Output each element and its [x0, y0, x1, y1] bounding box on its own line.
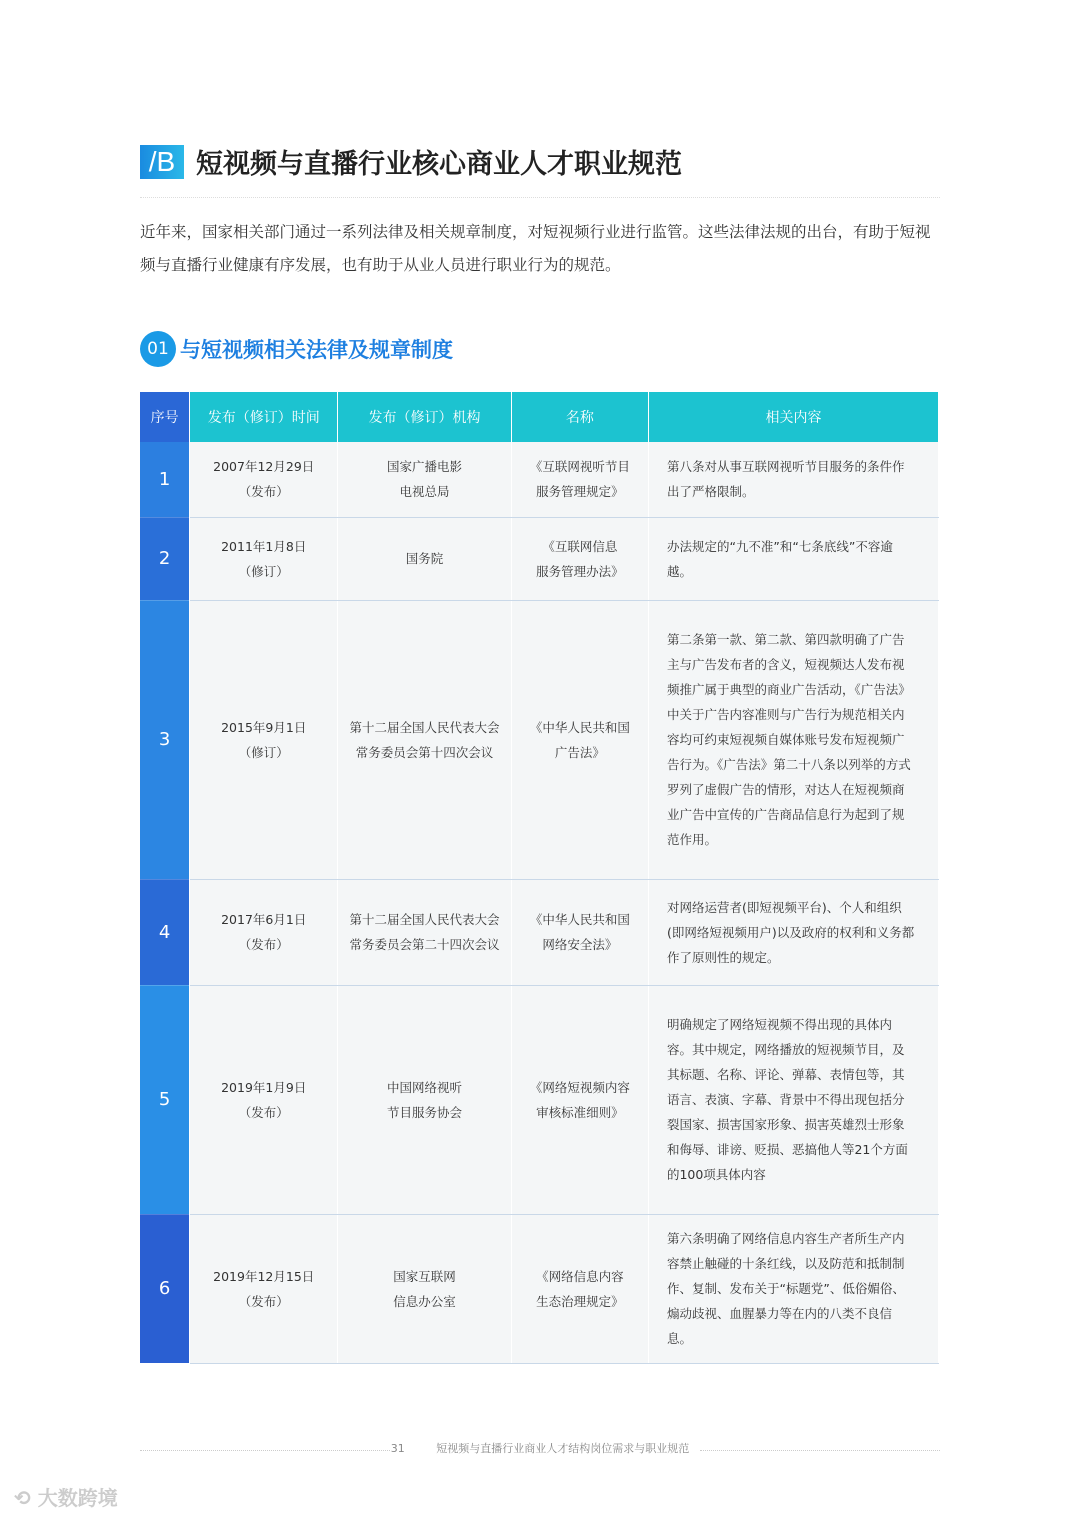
divider: [140, 197, 940, 198]
date-cell: [190, 600, 338, 879]
org-cell: [338, 600, 511, 879]
name-cell: [511, 1214, 648, 1363]
seq-cell: [140, 985, 190, 1214]
column-header: 发布（修订）时间: [190, 392, 338, 442]
organization: 国务院: [405, 551, 444, 566]
org-cell: [338, 879, 511, 985]
content-text: 对网络运营者(即短视频平台)、个人和组织(即网络短视频用户)以及政府的权利和义务都作了原则性的规定。: [666, 899, 915, 965]
org-cell: [338, 985, 511, 1214]
seq-cell: [140, 879, 190, 985]
date-cell: [190, 1214, 338, 1363]
name-cell: [511, 985, 648, 1214]
page-number: 31: [390, 1442, 405, 1455]
intro-paragraph: 近年来，国家相关部门通过一系列法律及相关规章制度，对短视频行业进行监管。这些法律法规的出台，有助于短视频与直播行业健康有序发展，也有助于从业人员进行职业行为的规范。: [140, 223, 931, 274]
content-text: 第二条第一款、第二款、第四款明确了广告主与广告发布者的含义，短视频达人发布视频推广属于典型的商业广告活动，《广告法》中关于广告内容准则与广告行为规范相关内容均可约束短视频自媒体账号发布短视频广告行为。《广告法》第二十八条以列举的方式罗列了虚假广告的情形，对达人在短视频商业广告中宣传的广告商品信息行为起到了规范作用。: [666, 632, 911, 847]
org-cell: [338, 442, 511, 517]
column-header: 相关内容: [648, 392, 938, 442]
section-badge: /B: [140, 145, 184, 179]
organization: 第十二届全国人民代表大会 常务委员会第二十四次会议: [349, 912, 500, 952]
content-text: 第六条明确了网络信息内容生产者所生产内容禁止触碰的十条红线，以及防范和抵制制作、复制、发布关于“标题党”、低俗媚俗、煽动歧视、血腥暴力等在内的八类不良信息。: [666, 1231, 905, 1346]
laws-table: [140, 392, 939, 1364]
seq-cell: [140, 517, 190, 600]
row-number: 5: [158, 1089, 171, 1110]
name-cell: [511, 600, 648, 879]
footer: [0, 1440, 1080, 1456]
law-name: 《网络信息内容 生态治理规定》: [536, 1268, 624, 1309]
organization: 国家互联网 信息办公室: [393, 1268, 456, 1309]
org-cell: [338, 517, 511, 600]
content-cell: [648, 600, 938, 879]
row-number: 4: [158, 921, 171, 943]
date-cell: [190, 879, 338, 985]
action-type: （发布）: [238, 1104, 289, 1120]
name-cell: [511, 442, 648, 517]
law-name: 《中华人民共和国 广告法》: [529, 719, 630, 760]
date-cell: [190, 442, 338, 517]
content-cell: [648, 1214, 938, 1363]
organization: 第十二届全国人民代表大会 常务委员会第十四次会议: [349, 719, 500, 760]
table-row: [140, 442, 939, 517]
row-number: 3: [158, 729, 171, 750]
content-text: 明确规定了网络短视频不得出现的具体内容。其中规定，网络播放的短视频节目，及其标题、名称、评论、弹幕、表情包等，其语言、表演、字幕、背景中不得出现包括分裂国家、损害国家形象、损害英雄烈士形象和侮辱、诽谤、贬损、恶搞他人等21个方面的100项具体内容: [666, 1017, 908, 1182]
section-header: [140, 142, 682, 181]
column-header: 发布（修订）机构: [338, 392, 511, 442]
table-header-row: [140, 392, 939, 442]
date: 2015年9月1日: [221, 719, 307, 735]
footer-title: 短视频与直播行业商业人才结构岗位需求与职业规范: [436, 1442, 690, 1455]
content-cell: [648, 442, 938, 517]
name-cell: [511, 879, 648, 985]
row-number: 6: [158, 1278, 171, 1299]
action-type: （修订）: [238, 744, 289, 760]
name-cell: [511, 517, 648, 600]
date-cell: [190, 517, 338, 600]
organization: 国家广播电影 电视总局: [386, 459, 462, 500]
law-name: 《网络短视频内容 审核标准细则》: [529, 1079, 630, 1120]
law-name: 《中华人民共和国 网络安全法》: [529, 912, 630, 952]
content-cell: [648, 517, 938, 600]
column-header: 序号: [140, 392, 190, 442]
org-cell: [338, 1214, 511, 1363]
row-number: 2: [158, 548, 171, 569]
action-type: （发布）: [238, 937, 289, 952]
action-type: （发布）: [238, 1293, 289, 1309]
page-title: 短视频与直播行业核心商业人才职业规范: [196, 149, 682, 180]
date-cell: [190, 985, 338, 1214]
seq-cell: [140, 600, 190, 879]
table-row: [140, 600, 939, 879]
action-type: （修订）: [238, 563, 289, 579]
date: 2019年1月9日: [221, 1079, 307, 1095]
organization: 中国网络视听 节目服务协会: [386, 1079, 462, 1120]
content-cell: [648, 879, 938, 985]
action-type: （发布）: [238, 484, 289, 500]
column-header: 名称: [511, 392, 648, 442]
table-row: [140, 517, 939, 600]
watermark-logo: ⟲ 大数跨境: [14, 1486, 118, 1510]
subsection-title: 与短视频相关法律及规章制度: [180, 338, 453, 362]
law-name: 《互联网信息 服务管理办法》: [536, 538, 624, 579]
table-row: [140, 879, 939, 985]
content-text: 办法规定的“九不准”和“七条底线”不容逾越。: [666, 538, 893, 579]
content-cell: [648, 985, 938, 1214]
row-number: 1: [158, 468, 171, 490]
date: 2011年1月8日: [221, 538, 307, 554]
date: 2017年6月1日: [221, 912, 307, 927]
law-name: 《互联网视听节目 服务管理规定》: [529, 459, 630, 500]
seq-cell: [140, 442, 190, 517]
content-text: 第八条对从事互联网视听节目服务的条件作出了严格限制。: [666, 459, 905, 500]
table-row: [140, 985, 939, 1214]
seq-cell: [140, 1214, 190, 1363]
subsection-header: [140, 331, 453, 367]
date: 2007年12月29日: [213, 459, 315, 475]
table-row: [140, 1214, 939, 1363]
date: 2019年12月15日: [213, 1268, 315, 1284]
subsection-number: 01: [140, 331, 176, 367]
